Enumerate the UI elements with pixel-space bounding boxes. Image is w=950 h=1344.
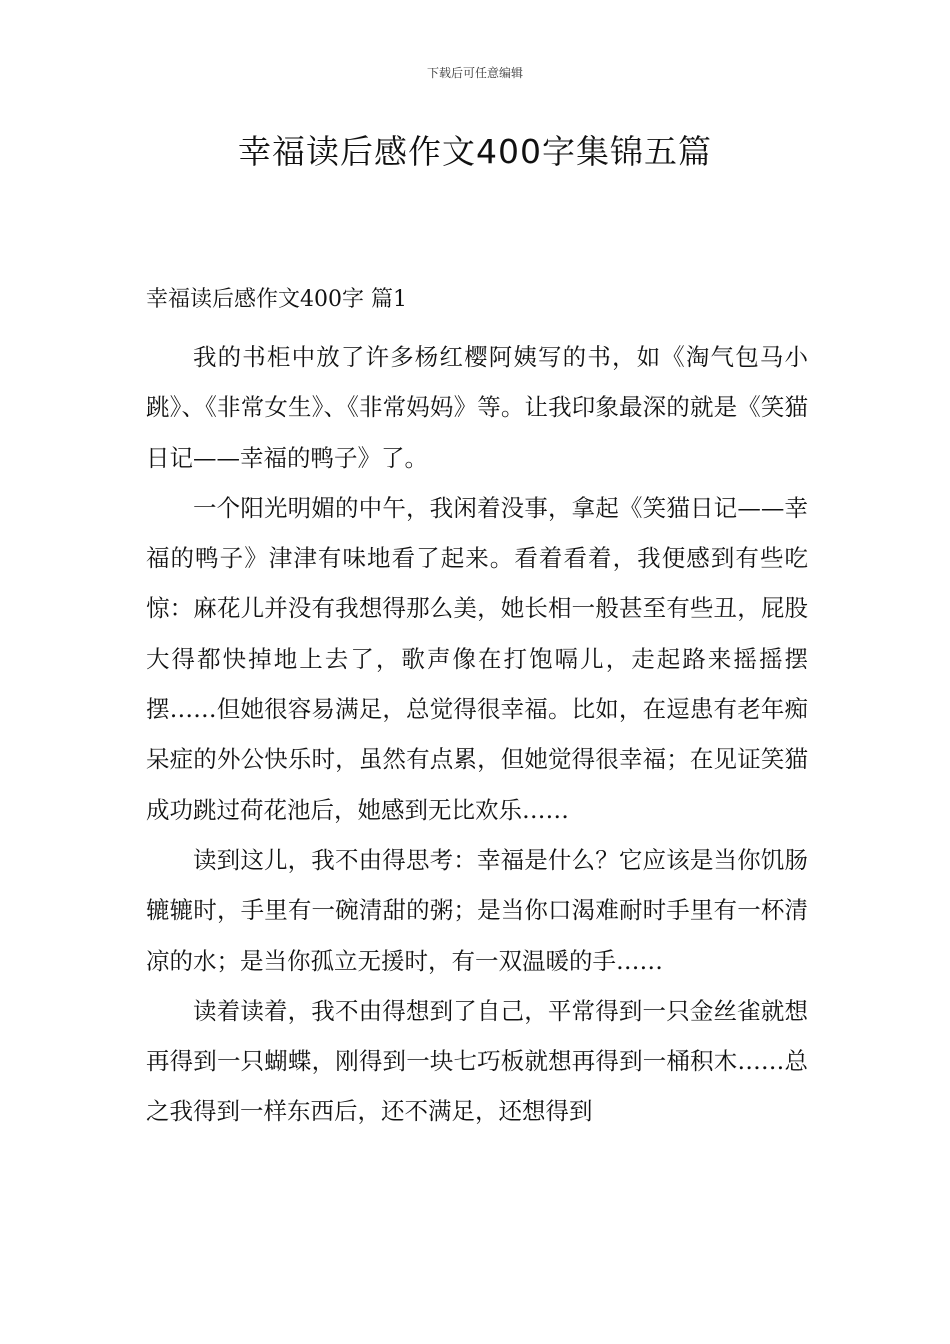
paragraph-1: 我的书柜中放了许多杨红樱阿姨写的书，如《淘气包马小跳》、《非常女生》、《非常妈妈》等。让我印象最深的就是《笑猫日记——幸福的鸭子》了。 <box>146 343 808 472</box>
essay-body <box>146 332 808 1137</box>
paragraph-4: 读着读着，我不由得想到了自己，平常得到一只金丝雀就想再得到一只蝴蝶，刚得到一块七巧板就想再得到一桶积木……总之我得到一样东西后，还不满足，还想得到 <box>146 996 808 1126</box>
header-note: 下载后可任意编辑 <box>426 66 523 80</box>
document-title: 幸福读后感作文400字集锦五篇 <box>238 132 712 171</box>
section-heading: 幸福读后感作文400字 篇1 <box>146 287 407 312</box>
paragraph-3: 读到这儿，我不由得思考：幸福是什么？它应该是当你饥肠辘辘时，手里有一碗清甜的粥；是当你口渴难耐时手里有一杯清凉的水；是当你孤立无援时，有一双温暖的手…… <box>146 845 808 975</box>
paragraph-2: 一个阳光明媚的中午，我闲着没事，拿起《笑猫日记——幸福的鸭子》津津有味地看了起来。看着看着，我便感到有些吃惊：麻花儿并没有我想得那么美，她长相一般甚至有些丑，屁股大得都快掉地上去了，歌声像在打饱嗝儿，走起路来摇摇摆摆……但她很容易满足，总觉得很幸福。比如，在逗患有老年痴呆症的外公快乐时，虽然有点累，但她觉得很幸福；在见证笑猫成功跳过荷花池后，她感到无比欢乐…… <box>146 493 808 824</box>
